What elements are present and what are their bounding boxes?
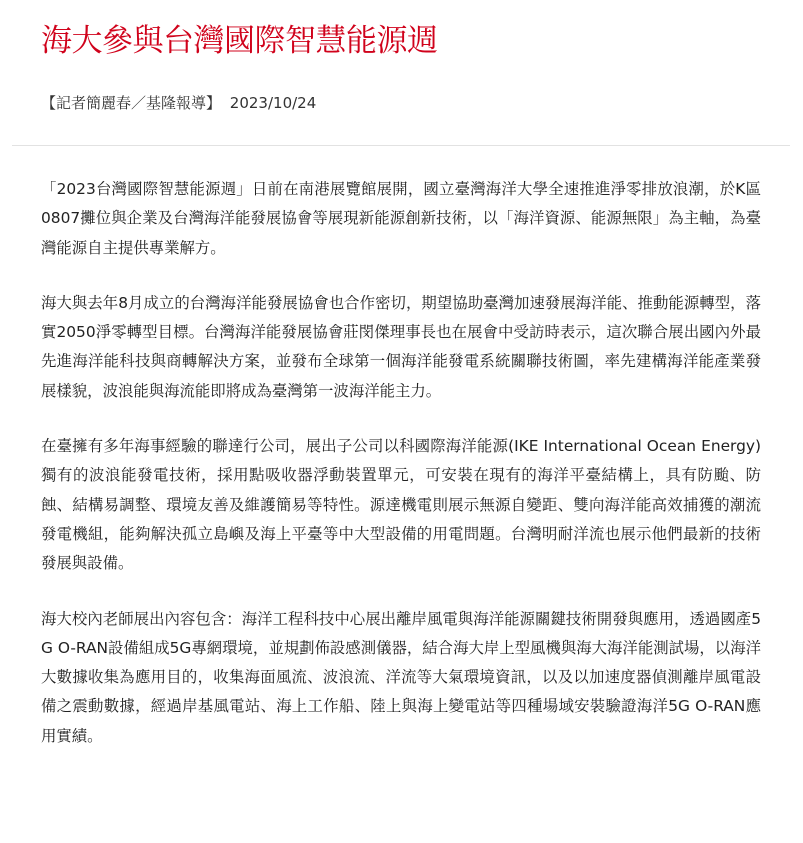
- article-title: 海大參與台灣國際智慧能源週: [41, 23, 438, 59]
- divider: [12, 145, 790, 146]
- article-byline: [41, 92, 316, 114]
- article-paragraph-4: 海大校內老師展出內容包含：海洋工程科技中心展出離岸風電與海洋能源關鍵技術開發與應用，透過國產5G O-RAN設備組成5G專網環境，並規劃佈設感測儀器，結合海大岸上型風機與海大海洋能測試場，以海洋大數據收集為應用目的，收集海面風流、波浪流、洋流等大氣環境資訊，以及以加速度器偵測離岸風電設備之震動數據，經過岸基風電站、海上工作船、陸上與海上變電站等四種場域安裝驗證海洋5G O-RAN應用實績。: [41, 609, 761, 745]
- article-date: 2023/10/24: [229, 94, 317, 112]
- article-body: [41, 175, 761, 777]
- byline-reporter: 【記者簡麗春／基隆報導】: [41, 94, 222, 112]
- article-paragraph-1: 「2023台灣國際智慧能源週」日前在南港展覽館展開，國立臺灣海洋大學全速推進淨零排放浪潮，於K區0807攤位與企業及台灣海洋能發展協會等展現新能源創新技術，以「海洋資源、能源無限」為主軸，為臺灣能源自主提供專業解方。: [41, 180, 761, 257]
- article-paragraph-2: 海大與去年8月成立的台灣海洋能發展協會也合作密切，期望協助臺灣加速發展海洋能、推動能源轉型，落實2050淨零轉型目標。台灣海洋能發展協會莊閔傑理事長也在展會中受訪時表示，這次聯合展出國內外最先進海洋能科技與商轉解決方案，並發布全球第一個海洋能發電系統關聯技術圖，率先建構海洋能產業發展樣貌，波浪能與海流能即將成為臺灣第一波海洋能主力。: [41, 293, 761, 400]
- article-paragraph-3: 在臺擁有多年海事經驗的聯達行公司，展出子公司以科國際海洋能源(IKE International Ocean Energy)獨有的波浪能發電技術，採用點吸收器浮動裝置單元，可安裝在現有的海洋平臺結構上，具有防颱、防蝕、結構易調整、環境友善及維護簡易等特性。源達機電則展示無源自變距、雙向海洋能高效捕獲的潮流發電機組，能夠解決孤立島嶼及海上平臺等中大型設備的用電問題。台灣明耐洋流也展示他們最新的技術發展與設備。: [41, 437, 761, 573]
